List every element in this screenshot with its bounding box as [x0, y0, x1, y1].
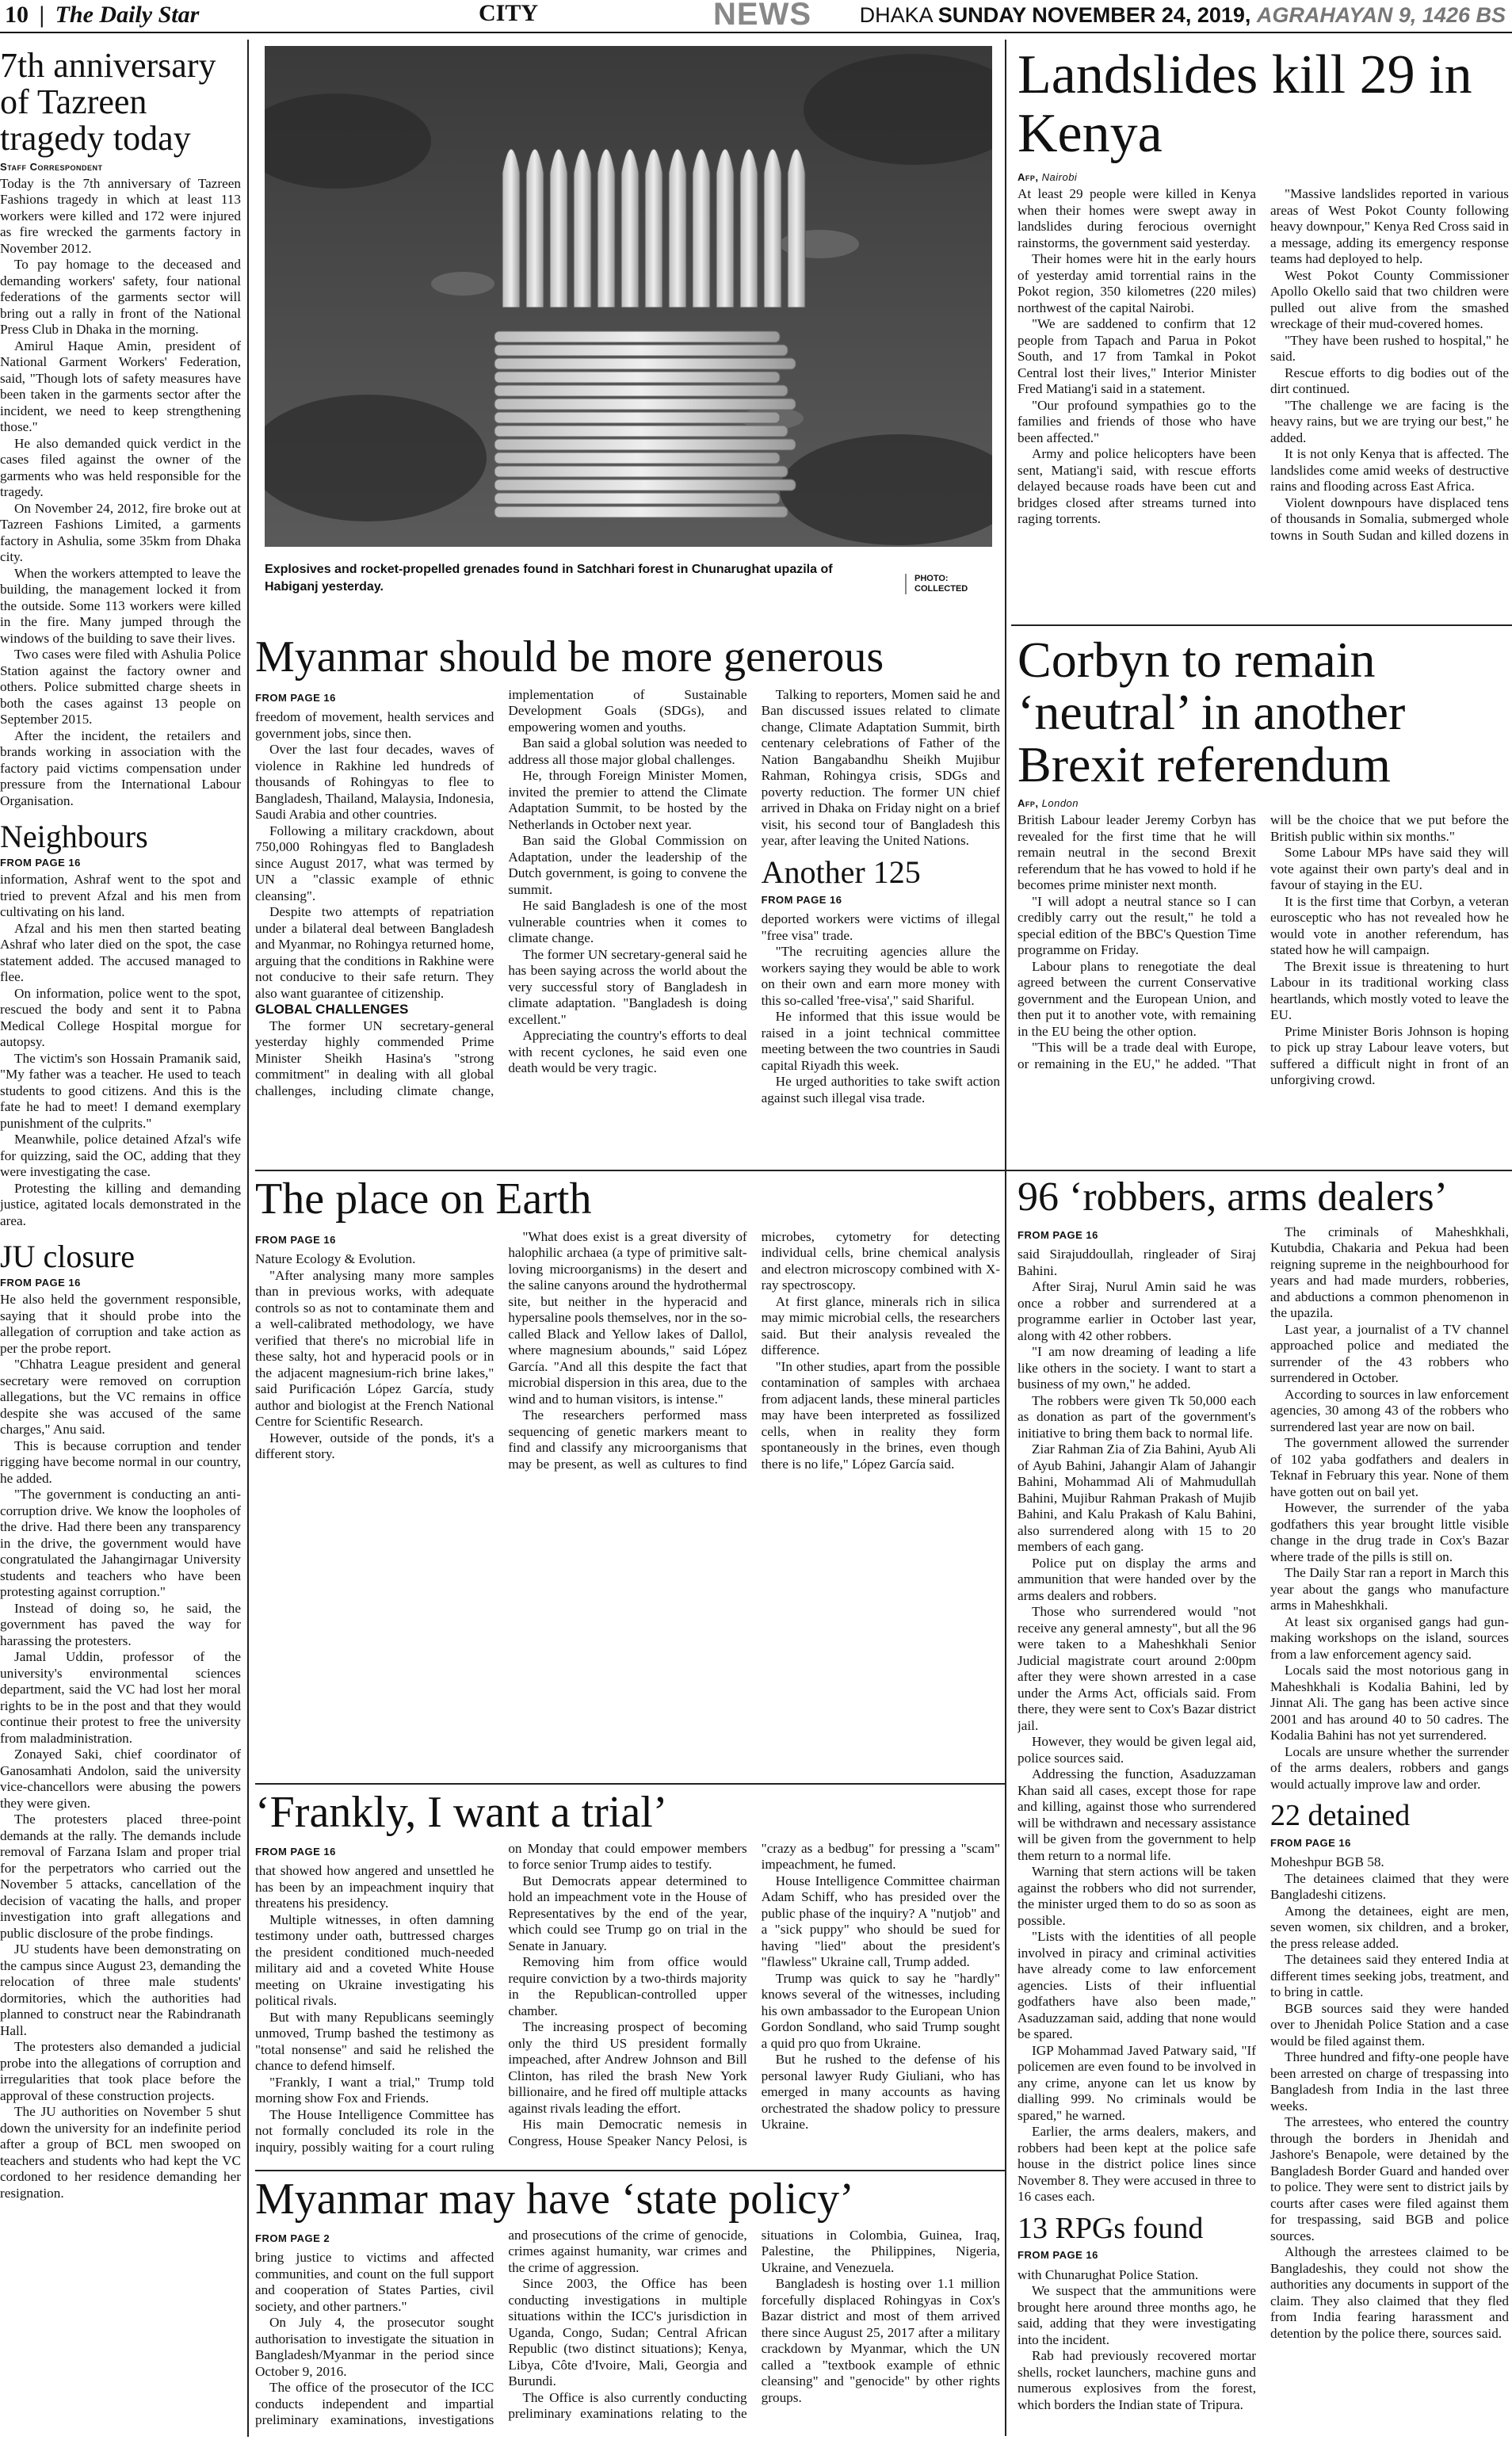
corbyn-headline: Corbyn to remain ‘neutral’ in another Brexit referendum [1018, 634, 1406, 792]
robbers-body-continued [1270, 1224, 1509, 1793]
myanmar-generous-body [255, 709, 494, 1002]
paragraph: Locals are unsure whether the surrender of the arms dealers, robbers and gangs would actually improve law and order. [1270, 1743, 1509, 1792]
paragraph: The victim's son Hossain Pramanik said, "My father was a teacher. He used to teach students to good citizens. And this is the fate he had to meet! I demand exemplary punishment of the culprits." [0, 1050, 241, 1131]
detained22-body [1270, 1854, 1509, 2342]
paragraph: Instead of doing so, he said, the government has paved the way for harassing the protesters. [0, 1600, 241, 1648]
rocket-shape [693, 149, 710, 307]
paragraph: Army and police helicopters have been sent, Matiang'i said, with rescue efforts delayed because roads have been cut and bridges closed after streams turned into raging torrents. [1018, 446, 1256, 526]
paragraph: Police put on display the arms and ammunition that were handed over by the arms dealers and robbers. [1018, 1555, 1256, 1603]
paragraph: The Brexit issue is threatening to hurt Labour in its traditional working class heartlands, which mostly voted to leave the EU. [1270, 958, 1509, 1022]
paragraph: "I will adopt a neutral stance so I can credibly carry out the result," he told a special edition of the BBC's Question Time programme on Friday. [1018, 893, 1256, 957]
paragraph: Moheshpur BGB 58. [1270, 1854, 1384, 1870]
robbers-column-right [1270, 1224, 1509, 2414]
paragraph: "After analysing many more samples than in previous works, with adequate controls so as not to contaminate them and a well-calibrated methodology, we have verified that there's no microbial life in these salty, hot and hyperacid pools or in the adjacent magnesium-rich brine lakes," said Purificación López García, study author and biologist at the French National Centre for Scientific Research. [255, 1267, 494, 1430]
rocket-shape [645, 149, 662, 307]
paragraph: bring justice to victims and affected communities, and count on the full support and cooperation of States Parties, civil society, and other partners." [255, 2250, 494, 2314]
rocket-shape [716, 149, 734, 307]
paragraph: Prime Minister Boris Johnson is hoping to pick up stray Labour leave voters, but suffered a difficult night in front of an unforgiving crowd. [1270, 1023, 1509, 1087]
paragraph: Today is the 7th anniversary of Tazreen Fashions tragedy in which at least 113 workers were killed and 172 were injured as fire wrecked the garments factory in November 2012. [0, 175, 241, 256]
paragraph: Appreciating the country's efforts to deal with recent cyclones, he said even one death would be very tragic. [508, 1028, 747, 1076]
photo-explosives [265, 46, 992, 547]
paragraph: On November 24, 2012, fire broke out at Tazreen Fashions Limited, a garments factory in Ashulia, some 35km from Dhaka city. [0, 500, 241, 565]
paragraph: The arrestees, who entered the country through the borders in Jhenidah and Jashore's Benapole, were detained by the Bangladesh Border Guard and handed over to police. They were sent to district jails by courts after cases were filed against them for trespassing, said BGB and police sources. [1270, 2114, 1509, 2243]
corbyn-article [1018, 634, 1509, 1165]
paragraph: When the workers attempted to leave the building, the management locked it from the outside. Some 113 workers were killed in the fire. Many jumped through the windows of the building to save their lives. [0, 565, 241, 646]
masthead [0, 0, 1512, 33]
issue-date [860, 3, 1506, 28]
ju-body [0, 1292, 241, 2201]
paragraph: "We are saddened to confirm that 12 people from Tapach and Parua in Pokot South, and 17 from Tamkal in Pokot Central lost their lives," Interior Minister Fred Matiang'i said in a statement. [1018, 316, 1256, 396]
kenya-headline: Landslides kill 29 in Kenya [1018, 46, 1472, 164]
corbyn-credit: Afp, London [1018, 797, 1079, 809]
paragraph: The office of the prosecutor of the ICC conducts independent and impartial preliminary examinations, investigations and prosecutions of the crime of genocide, crimes against humanity, war crimes and the crime of aggression. [255, 2227, 747, 2428]
earth-article [255, 1176, 1000, 1802]
rocket-shape [574, 149, 591, 307]
grenade-tube-shape [494, 372, 780, 383]
kenya-credit: Afp, Nairobi [1018, 171, 1078, 183]
rocket-shape [788, 149, 805, 307]
another125-headline: Another 125 [761, 853, 921, 890]
paragraph: He, through Foreign Minister Momen, invited the premier to attend the Climate Adaptation Summit, to be hosted by the Netherlands in October next year. [508, 768, 747, 832]
myanmar-generous-article [255, 634, 1000, 1161]
tazreen-headline: 7th anniversary of Tazreen tragedy today [0, 48, 216, 158]
state-policy-article [255, 2176, 1000, 2438]
frankly-columns [255, 1841, 1000, 2158]
frankly-body [255, 1841, 1000, 2158]
paragraph: Their homes were hit in the early hours of yesterday amid torrential rains in the Pokot region, 350 kilometres (220 miles) northwest of the capital Nairobi. [1018, 251, 1256, 315]
paragraph: Despite two attempts of repatriation under a bilateral deal between Bangladesh and Myanmar, no Rohingya returned home, arguing that the conditions in Rakhine were not conducive to their safe return. They also want guarantee of citizenship. [255, 904, 494, 1001]
frankly-from-page: FROM PAGE 16 [255, 1845, 336, 1858]
state-policy-headline: Myanmar may have ‘state policy’ [255, 2176, 854, 2224]
paragraph: The criminals of Maheshkhali, Kutubdia, Chakaria and Pekua had been reigning supreme in the neighbourhood for years and had made murders, robberies, and abductions a common phenomenon in the upazila. [1270, 1224, 1509, 1321]
paragraph: After the incident, the retailers and brands working in association with the factory paid victims compensation under pressure from the International Labour Organisation. [0, 727, 241, 808]
paragraph: On July 4, the prosecutor sought authorisation to investigate the situation in Bangladesh/Myanmar in the period since October 9, 2016. [255, 2315, 494, 2379]
another125-from-page: FROM PAGE 16 [761, 893, 842, 906]
paragraph: with Chunarughat Police Station. [1018, 2266, 1199, 2282]
paragraph: that showed how angered and unsettled he has been by an impeachment inquiry that threatens his presidency. [255, 1863, 494, 1911]
grenade-tube-shape [494, 506, 788, 517]
paragraph: At first glance, minerals rich in silica may mimic microbial cells, the researchers said. But their analysis revealed the difference. [761, 1293, 1000, 1358]
column-rule [247, 40, 249, 2437]
paragraph: The protesters also demanded a judicial probe into the allegations of corruption and irregularities that took place before the approval of these construction projects. [0, 2039, 241, 2103]
rocket-shape [764, 149, 781, 307]
paragraph: Over the last four decades, waves of violence in Rakhine led hundreds of thousands of Rohingyas to flee to Bangladesh, Thailand, Malaysia, Indonesia, Saudi Arabia and other countries. [255, 742, 494, 823]
paragraph: Ban said a global solution was needed to address all those major global challenges. [508, 735, 747, 767]
paragraph: Following a military crackdown, about 750,000 Rohingyas fled to Bangladesh since August 2017, what was termed by UN a "classic example of ethnic cleansing". [255, 823, 494, 903]
robbers-article [1018, 1176, 1509, 2436]
global-challenges-subhead: GLOBAL CHALLENGES [255, 1002, 409, 1018]
paragraph: The Office is also currently conducting preliminary examinations relating to the situations in Colombia, Guinea, Iraq, Palestine, the Philippines, Nigeria, Ukraine, and Venezuela. [508, 2227, 1000, 2422]
ju-from-page: FROM PAGE 16 [0, 1277, 81, 1289]
paragraph: Some Labour MPs have said they will vote against their own party's deal and in favour of staying in the EU. [1270, 845, 1509, 892]
paragraph: Nature Ecology & Evolution. [255, 1251, 416, 1267]
myanmar-generous-from-page: FROM PAGE 16 [255, 691, 336, 704]
paragraph: The increasing prospect of becoming only the third US president formally impeached, after Andrew Johnson and Bill Clinton, has riled the brash New York billionaire, and he fired off multiple attacks against rivals leading the effort. [508, 2019, 747, 2116]
paragraph: Amirul Haque Amin, president of National Garment Workers' Federation, said, "Though lots of safety measures have been taken in the garments sector after the incident, we need to keep strengthening those." [0, 338, 241, 435]
paragraph: Removing him from office would require conviction by a two-thirds majority in the Republican-controlled upper chamber. [508, 1954, 747, 2018]
robbers-headline: 96 ‘robbers, arms dealers’ [1018, 1176, 1448, 1220]
frankly-article [255, 1789, 1000, 2162]
grenade-tube-shape [494, 331, 780, 342]
paragraph: However, outside of the ponds, it's a different story. [255, 1430, 494, 1462]
photo-credit [905, 574, 968, 594]
rocket-shape [621, 149, 639, 307]
paragraph: Multiple witnesses, in often damning testimony under oath, buttressed charges the president conditioned much-needed military aid and a coveted White House meeting on Ukraine investigating his political rivals. [255, 1911, 494, 2009]
grenade-tube-shape [494, 358, 796, 369]
paragraph: Jamal Uddin, professor of the university's environmental sciences department, said the VC had lost her moral rights to be in the post and that they would continue their protest to free the university from maladministration. [0, 1649, 241, 1746]
paragraph: His main Democratic nemesis in Congress, House Speaker Nancy Pelosi, is "crazy as a bedbug" for pressing a "scam" impeachment, he fumed. [508, 1840, 1000, 2148]
paragraph: British Labour leader Jeremy Corbyn has revealed for the first time that he will remain neutral in the second Brexit referendum that he has vowed to hold if he becomes prime minister next month. [1018, 812, 1256, 892]
paragraph: Labour plans to renegotiate the deal agreed between the current Conservative government and the European Union, and then put it to another vote, with remaining in the EU being the other option. [1018, 958, 1256, 1039]
paragraph: Violent downpours have displaced tens of thousands in Somalia, submerged whole towns in South Sudan and killed dozens in [1270, 494, 1509, 543]
paragraph: The researchers performed mass sequencing of genetic markers meant to find and classify any microorganisms that may be present, as well as cultures to find microbes, cytometry for detecting individual cells, brine chemical analysis and electron microscopy combined with X-ray spectroscopy. [508, 1228, 1000, 1472]
paragraph: But with many Republicans seemingly unmoved, Trump bashed the testimony as "total nonsense" and said he relished the chance to defend himself. [255, 2009, 494, 2074]
paragraph: Those who surrendered would "not receive any general amnesty", but all the 96 were taken to a Maheshkhali Senior Judicial magistrate court around 2:00pm after they were shown arrested in a case under the Arms Act, officials said. From there, they were sent to Cox's Bazar district jail. [1018, 1604, 1256, 1733]
robbers-column-left [1018, 1224, 1256, 2414]
photo-credit-label: PHOTO: [914, 574, 949, 583]
page-number: 10 [5, 2, 29, 28]
paragraph: said Sirajuddoullah, ringleader of Siraj Bahini. [1018, 1247, 1256, 1278]
section-rule [1011, 624, 1512, 626]
frankly-headline: ‘Frankly, I want a trial’ [255, 1789, 668, 1837]
paragraph: Earlier, the arms dealers, makers, and robbers had been kept at the police safe house in the district police lines since November 8. They were accused in three to 16 cases each. [1018, 2124, 1256, 2205]
rocket-shape [669, 149, 686, 307]
robbers-columns [1018, 1224, 1509, 2414]
paragraph: "I am now dreaming of leading a life like others in the society. I want to start a business of my own," he added. [1018, 1344, 1256, 1392]
grenade-tube-shape [494, 479, 796, 491]
paragraph: House Intelligence Committee chairman Adam Schiff, who has presided over the public phase of the inquiry? A "nutjob" and a "sick puppy" who should be sued for having "lied" about the president's "flawless" Ukraine call, Trump added. [761, 1873, 1000, 1970]
paragraph: It is the first time that Corbyn, a veteran eurosceptic who has not revealed how he would vote in another referendum, has stated how he will campaign. [1270, 893, 1509, 957]
paragraph: "Chhatra League president and general secretary were removed on corruption allegations, but the VC remains in office despite she was accused of the same charges," Anu said. [0, 1357, 241, 1438]
grenade-tube-shape [494, 493, 780, 504]
paragraph: The House Intelligence Committee has not formally concluded its role in the inquiry, possibly waiting for a court ruling on Monday that could empower members to force senior Trump aides to testify. [255, 1840, 747, 2155]
paragraph: At least 29 people were killed in Kenya when their homes were swept away in landslides during ferocious overnight rainstorms, the government said yesterday. [1018, 186, 1256, 250]
paragraph: "The challenge we are facing is the heavy rains, but we are trying our best," he added. [1270, 397, 1509, 445]
state-policy-columns [255, 2228, 1000, 2434]
grenade-tube-shape [494, 439, 796, 450]
paragraph: But he rushed to the defense of his personal lawyer Rudy Giuliani, who has emerged in many accounts as having orchestrated the shadow policy to pressure Ukraine. [761, 2052, 1000, 2133]
earth-headline: The place on Earth [255, 1176, 592, 1224]
kenya-body [1018, 186, 1509, 559]
paragraph: Last year, a journalist of a TV channel approached police and mediated the surrender of the 43 robbers who surrendered in October. [1270, 1321, 1509, 1386]
paragraph: But Democrats appear determined to hold an impeachment vote in the House of Representatives by the end of the year, which could see Trump go on trial in the Senate in January. [508, 1873, 747, 1953]
earth-columns [255, 1229, 1000, 1491]
paragraph: Ziar Rahman Zia of Zia Bahini, Ayub Ali of Ayub Bahini, Jahangir Alam of Jahangir Bahini, Mohammad Ali of Mahmudullah Bahini, Mujibur Rahman Prakash of Mujib Bahini, and Kalu Prakash of Kalu Bahini, also surrendered along with 15 to 20 members of each gang. [1018, 1441, 1256, 1555]
paragraph: The government allowed the surrender of 102 yaba godfathers and dealers in Teknaf in February this year. None of them have gotten out on bail yet. [1270, 1435, 1509, 1499]
earth-body [255, 1229, 1000, 1473]
paragraph: We suspect that the ammunitions were brought here around three months ago, he said, adding that they were investigating into the incident. [1018, 2283, 1256, 2347]
page-number-and-logo: 10 | The Daily Star [5, 2, 200, 28]
paragraph: According to sources in law enforcement agencies, 30 among 43 of the robbers who surrendered last year are now on bail. [1270, 1386, 1509, 1434]
grenade-tube-shape [494, 466, 788, 477]
paragraph: He said Bangladesh is one of the most vulnerable countries when it comes to climate change. [508, 898, 747, 946]
grenade-tube-shape [494, 345, 788, 356]
grenade-tube-shape [494, 452, 780, 464]
paragraph: BGB sources said they were handed over to Jhenidah Police Station and a case would be filed against them. [1270, 2000, 1509, 2049]
paragraph: The protesters placed three-point demands at the rally. The demands include removal of Farzana Islam and proper trial for the perpetrators who carried out the November 5 attacks, cancellation of the decision of vacating the halls, and proper investigation into graft allegations and public disclosure of the probe findings. [0, 1812, 241, 1941]
paragraph: However, the surrender of the yaba godfathers this year brought little visible change in the drug trade in Cox's Bazar where trade of the pills is still on. [1270, 1500, 1509, 1564]
paragraph: He urged authorities to take swift action against such illegal visa trade. [761, 1074, 1000, 1105]
paragraph: Trump was quick to say he "hardly" knows several of the witnesses, including his own ambassador to the European Union Gordon Sondland, who said Trump sought a quid pro quo from Ukraine. [761, 1970, 1000, 2051]
paragraph: Zonayed Saki, chief coordinator of Ganosamhati Andolon, said the university vice-chancellors were abusing the powers they were given. [0, 1747, 241, 1811]
paragraph: Locals said the most notorious gang in Maheshkhali is Kodalia Bahini, led by Jinnat Ali. The gang has been active since 2001 and has around 40 to 50 cadres. The Kodalia Bahini has not yet surrendered. [1270, 1663, 1509, 1743]
paragraph: It is not only Kenya that is affected. The landslides come amid weeks of destructive rains and flooding across East Africa. [1270, 446, 1509, 494]
column-rule [1005, 40, 1006, 1189]
grenade-tube-shape [494, 385, 788, 396]
paragraph: "Frankly, I want a trial," Trump told morning show Fox and Friends. [255, 2074, 494, 2106]
state-policy-body [255, 2228, 1000, 2429]
detained22-headline: 22 detained [1270, 1799, 1411, 1833]
section-rule [255, 1170, 1512, 1171]
paragraph: "Lists with the identities of all people involved in piracy and criminal activities have already come to law enforcement agencies. Lists of their influential godfathers have also been made," Asaduzzaman said, adding that none would be spared. [1018, 1929, 1256, 2042]
rpgs-headline: 13 RPGs found [1018, 2211, 1204, 2245]
earth-from-page: FROM PAGE 16 [255, 1233, 336, 1246]
section-rule [255, 2170, 1005, 2171]
rpgs-body [1018, 2267, 1256, 2414]
detained22-from-page: FROM PAGE 16 [1270, 1836, 1351, 1849]
paragraph: The Daily Star ran a report in March this year about the gangs who manufacture arms in Maheshkhali. [1270, 1565, 1509, 1613]
paragraph: deported workers were victims of illegal "free visa" trade. [761, 911, 1000, 943]
section-name: CITY [479, 0, 539, 26]
paragraph: Three hundred and fifty-one people have been arrested on charge of trespassing into Bangladesh from India in the last three weeks. [1270, 2049, 1509, 2114]
date-bangla: AGRAHAYAN 9, 1426 BS [1256, 3, 1506, 27]
state-policy-from-page: FROM PAGE 2 [255, 2232, 330, 2244]
paragraph: Two cases were filed with Ashulia Police Station against the factory owner and others. Police submitted charge sheets in both the cases against 13 people on September 2015. [0, 647, 241, 727]
myanmar-generous-headline: Myanmar should be more generous [255, 634, 884, 682]
paragraph: "Massive landslides reported in various areas of West Pokot County following heavy downpour," Kenya Red Cross said in a message, adding its emergency response teams had deployed to help. [1270, 186, 1509, 266]
paragraph: "What does exist is a great diversity of halophilic archaea (a type of primitive salt-loving microorganisms) in the desert and the saline canyons around the hydrothermal site, but neither in the hyperacid and hypersaline pools themselves, nor in the so-called Black and Yellow lakes of Dallol, where magnesium abounds," said López García. "And all this despite the fact that microbial dispersion in this area, due to the wind and to human visitors, is intense." [508, 1228, 747, 1407]
robbers-from-page: FROM PAGE 16 [1018, 1228, 1098, 1241]
paragraph: Addressing the function, Asaduzzaman Khan said all cases, except those for rape and killing, against those who surrendered will be withdrawn and necessary assistance will be given from the government to help them return to a normal life. [1018, 1766, 1256, 1863]
another125-body [762, 911, 1000, 1106]
grenade-tube-shape [494, 426, 788, 437]
paragraph: freedom of movement, health services and government jobs, since then. [255, 709, 494, 741]
paper-logo: The Daily Star [55, 2, 200, 28]
rocket-shape [740, 149, 758, 307]
rocket-shape [550, 149, 567, 307]
paragraph: Rab had previously recovered mortar shells, rocket launchers, machine guns and numerous explosives from the forest, which borders the Indian state of Tripura. [1018, 2348, 1256, 2412]
rpgs-from-page: FROM PAGE 16 [1018, 2249, 1098, 2262]
paragraph: He informed that this issue would be raised in a joint technical committee meeting between the two countries in Saudi capital Riyadh this week. [761, 1009, 1000, 1073]
myanmar-generous-columns [255, 687, 1000, 1147]
column-rule [1005, 1176, 1006, 2436]
paragraph: Ban said the Global Commission on Adaptation, under the leadership of the Dutch government, is going to convene the summit. [508, 833, 747, 897]
paragraph: JU students have been demonstrating on the campus since August 23, demanding the relocation of three male students' dormitories, which the authorities had planned to construct near the Rabindranath Hall. [0, 1942, 241, 2038]
paragraph: Among the detainees, eight are men, seven women, six children, and a broker, the press release added. [1270, 1903, 1509, 1951]
paragraph: Rescue efforts to dig bodies out of the dirt continued. [1270, 365, 1509, 396]
paragraph: West Pokot County Commissioner Apollo Okello said that two children were pulled out alive from the smashed wreckage of their mud-covered homes. [1270, 267, 1509, 331]
photo-caption: Explosives and rocket-propelled grenades found in Satchhari forest in Chunarughat upazila of Habiganj yesterday. [265, 563, 833, 594]
paragraph: To pay homage to the deceased and demanding workers' safety, four national federations of the garments sector will bring out a rally in front of the National Press Club in Dhaka in the morning. [0, 257, 241, 338]
paragraph: The JU authorities on November 5 shut down the university for an indefinite period after a group of BCL men swooped on teachers and students who had kept the VC cordoned to her residence demanding her resignation. [0, 2104, 241, 2201]
paragraph: Although the arrestees claimed to be Bangladeshis, they could not show the authorities any documents in support of the claim. They also claimed that they fled from India fearing harassment and detention by the police there, sources said. [1270, 2244, 1509, 2341]
neighbours-body [0, 872, 241, 1229]
kenya-article [1018, 46, 1509, 617]
paragraph: "Our profound sympathies go to the families and friends of those who have been affected." [1018, 397, 1256, 445]
paragraph: The robbers were given Tk 50,000 each as donation as part of the government's initiative to bring them back to normal life. [1018, 1392, 1256, 1441]
paragraph: However, they would be given legal aid, police sources said. [1018, 1734, 1256, 1766]
paragraph: Bangladesh is hosting over 1.1 million forcefully displaced Rohingyas in Cox's Bazar district and most of them arrived there since August 25, 2017 after a military crackdown by Myanmar, which the UN called a "textbook example of ethnic cleansing" and "genocide" by other rights groups. [761, 2276, 1000, 2405]
paragraph: This is because corruption and tender rigging have become normal in our country, he added. [0, 1438, 241, 1486]
explosives-photo-image [265, 46, 992, 547]
paragraph: The former UN secretary-general said he has been saying across the world about the very successful story of Bangladesh in climate adaptation. "Bangladesh is doing excellent." [508, 946, 747, 1027]
grenade-tube-shape [494, 399, 796, 410]
paragraph: Meanwhile, police detained Afzal's wife for quizzing, said the OC, adding that they were investigating the case. [0, 1132, 241, 1180]
paragraph: Talking to reporters, Momen said he and Ban discussed issues related to climate change, Climate Adaptation Summit, birth centenary celebrations of Father of the Nation Bangabandhu Sheikh Mujibur Rahman, Rohingya crisis, SDGs and poverty reduction. The former UN chief arrived in Dhaka on Friday night on a brief visit, his second tour of Bangladesh this year, after leaving the United Nations. [761, 686, 1000, 849]
paragraph: He also demanded quick verdict in the cases filed against the owner of the garments who was held responsible for the tragedy. [0, 435, 241, 500]
grenade-tube-shape [494, 412, 780, 423]
rocket-shape [598, 149, 615, 307]
paragraph: "The government is conducting an anti-corruption drive. We know the loopholes of the drive. Had there been any transparency in the drive, the government would have congratulated the Jahangirnagar University students and teachers who have been protesting against corruption." [0, 1487, 241, 1600]
paragraph: At least six organised gangs had gun-making workshops on the island, sources from a law enforcement agency said. [1270, 1613, 1509, 1662]
ju-headline: JU closure [0, 1239, 135, 1275]
paragraph: Afzal and his men then started beating Ashraf who later died on the spot, the case statement added. The accused managed to flee. [0, 920, 241, 985]
paragraph: Since 2003, the Office has been conducting investigations in multiple situations within the ICC's jurisdiction in Uganda, Congo, Sudan; Central African Republic (two distinct situations); Kenya, Libya, Côte d'Ivoire, Mali, Georgia and Burundi. [508, 2276, 747, 2389]
paragraph: Protesting the killing and demanding justice, agitated locals demonstrated in the area. [0, 1180, 241, 1228]
paragraph: IGP Mohammad Javed Patwary said, "If policemen are even found to be involved in any crime, anyone can let us know by dialling 999. No criminals would be spared," he warned. [1018, 2042, 1256, 2123]
section-rule [255, 1783, 1005, 1785]
paragraph: The former UN secretary-general yesterday highly commended Prime Minister Sheikh Hasina's "strong commitment" in dealing with all global challenges, including climate change, implementation of Sustainable Development Goals (SDGs), and empowering women and youths. [255, 686, 747, 1098]
paragraph: The detainees said they entered India at different times seeking jobs, treatment, and to bring in cattle. [1270, 1952, 1509, 2000]
paragraph: He also held the government responsible, saying that it should probe into the allegation of corruption and take action as per the probe report. [0, 1292, 241, 1356]
robbers-body [1018, 1247, 1256, 2205]
corbyn-body [1018, 812, 1509, 1145]
date-main: SUNDAY NOVEMBER 24, 2019, [937, 3, 1251, 27]
photo-credit-source: COLLECTED [914, 584, 968, 594]
rocket-shape [526, 149, 544, 307]
paragraph: "They have been rushed to hospital," he said. [1270, 332, 1509, 364]
tazreen-body [0, 176, 241, 810]
neighbours-headline: Neighbours [0, 819, 148, 855]
paragraph: On information, police went to the spot, rescued the body and sent it to Pabna Medical College Hospital morgue for autopsy. [0, 985, 241, 1050]
paragraph: "In other studies, apart from the possible contamination of samples with archaea from adjacent lands, these mineral particles may have been interpreted as fossilized cells, when in reality they form spontaneously in the brines, even though there is no life," López García said. [761, 1358, 1000, 1472]
paragraph: After Siraj, Nurul Amin said he was once a robber and surrendered at a programme earlier in October last year, along with 42 other robbers. [1018, 1279, 1256, 1343]
rocket-shape [502, 149, 520, 307]
date-city: DHAKA [859, 3, 933, 27]
neighbours-from-page: FROM PAGE 16 [0, 857, 81, 869]
tazreen-credit: Staff Correspondent [0, 160, 103, 173]
left-column [0, 48, 241, 2437]
paragraph: Warning that stern actions will be taken against the robbers who did not surrender, the minister urged them to do so as soon as possible. [1018, 1864, 1256, 1928]
section-label: NEWS [713, 0, 811, 32]
paragraph: "The recruiting agencies allure the workers saying they would be able to work on their own and earn more money with this so-called 'free-visa'," said Shariful. [761, 944, 1000, 1008]
paragraph: information, Ashraf went to the spot and tried to prevent Afzal and his men from cultivating on his land. [0, 872, 241, 920]
paragraph: "This will be a trade deal with Europe, or remaining in the EU," he added. "That will be the choice that we put before the British public within six months." [1018, 812, 1509, 1071]
paragraph: The detainees claimed that they were Bangladeshi citizens. [1270, 1870, 1509, 1903]
